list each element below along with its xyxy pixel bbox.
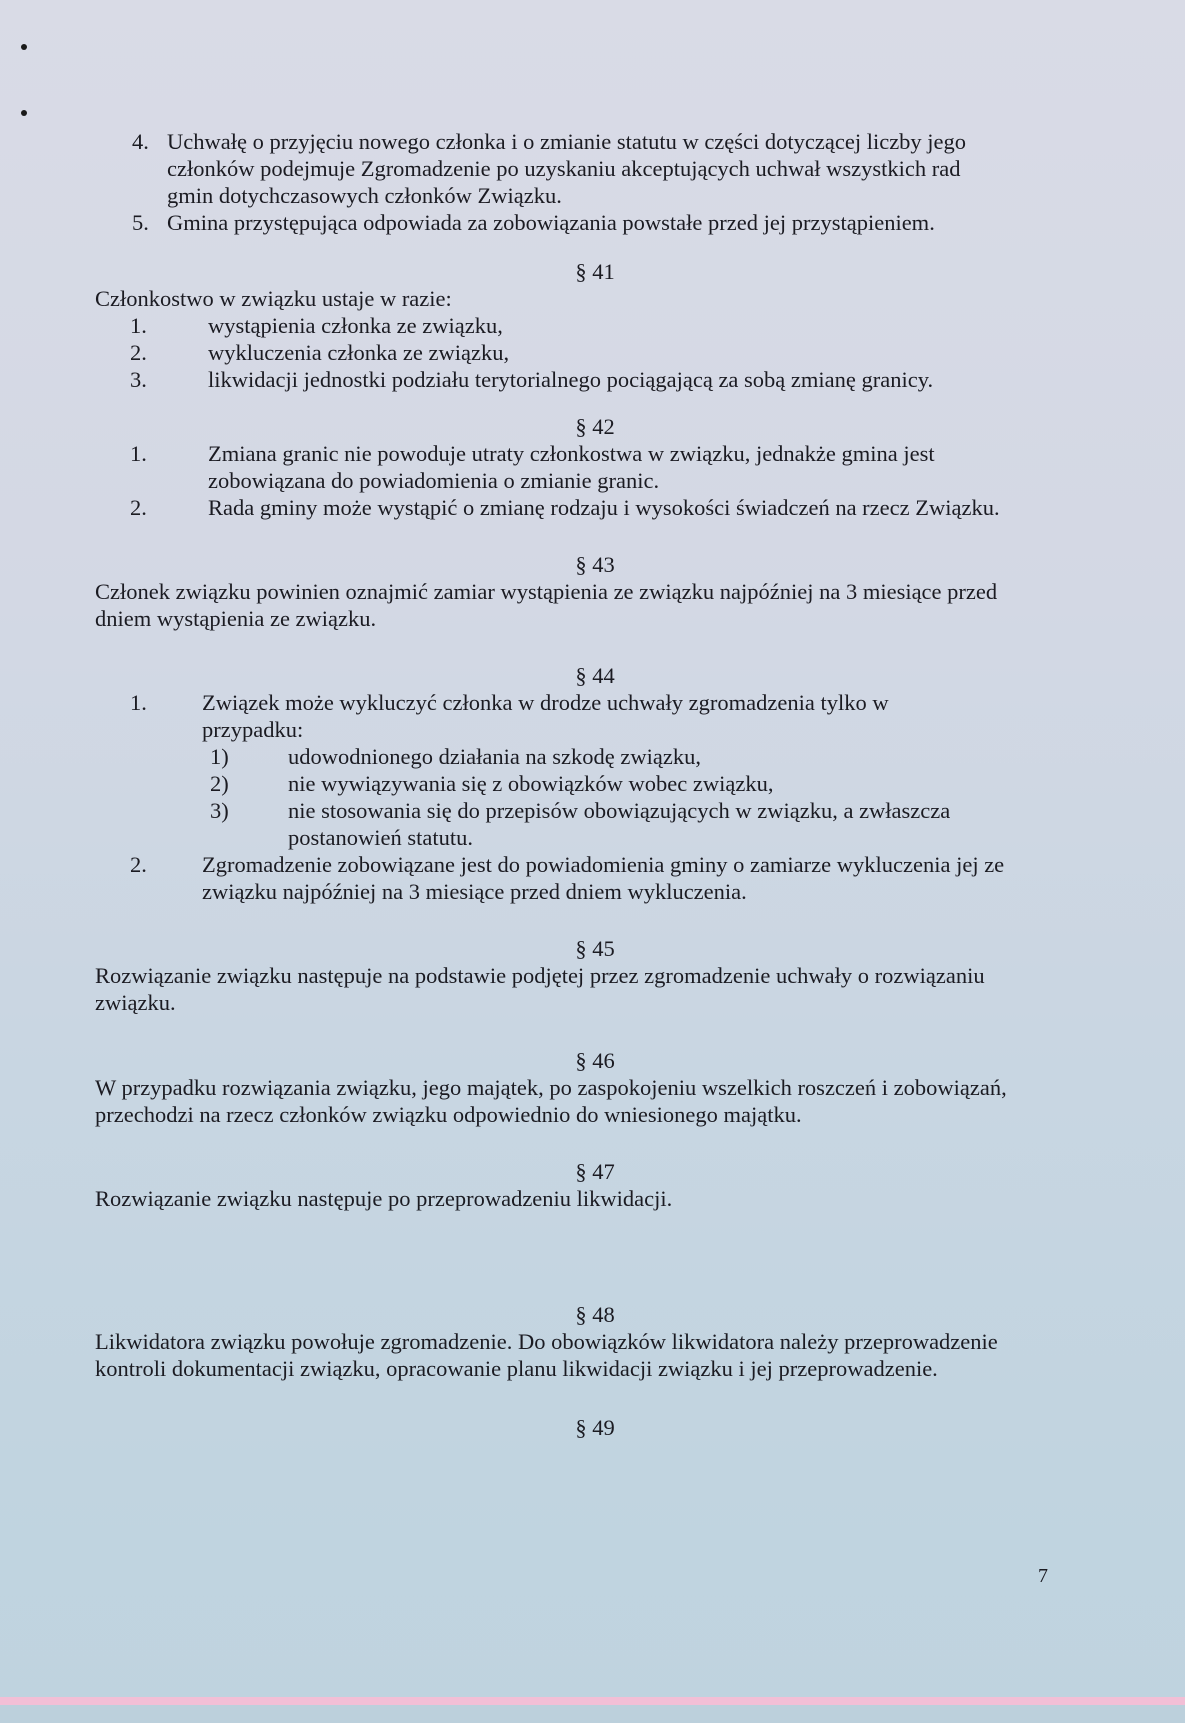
item-text: udowodnionego działania na szkodę związku, xyxy=(288,744,701,769)
item-number: 2. xyxy=(130,495,147,520)
list-item xyxy=(95,851,1055,905)
item-number: 1. xyxy=(130,313,147,338)
page-number: 7 xyxy=(1038,1565,1048,1587)
section-title: § 41 xyxy=(575,259,615,284)
scan-edge-band xyxy=(0,1697,1185,1705)
section-text: W przypadku rozwiązania związku, jego majątek, po zaspokojeniu wszelkich roszczeń i zobowiązań, przechodzi na rzecz członków związku odpowiednio do wniesionego majątku. xyxy=(95,1075,1007,1127)
list-item xyxy=(210,770,1055,797)
list-item xyxy=(95,339,1055,366)
item-number: 3. xyxy=(130,367,147,392)
section-title: § 47 xyxy=(575,1159,615,1184)
section-title: § 49 xyxy=(575,1415,615,1440)
item-text: likwidacji jednostki podziału terytorialnego pociągającą za sobą zmianę granicy. xyxy=(208,367,934,392)
scan-bottom-strip xyxy=(0,1705,1185,1723)
list-item xyxy=(95,689,1055,851)
item-text: Zmiana granic nie powoduje utraty członkostwa w związku, jednakże gmina jest zobowiązana do powiadomienia o zmianie granic. xyxy=(208,441,935,493)
item-text: wykluczenia członka ze związku, xyxy=(208,340,510,365)
list-item xyxy=(95,128,1055,209)
list-item xyxy=(210,743,1055,770)
section-41-list xyxy=(95,312,1055,393)
section-title: § 46 xyxy=(575,1048,615,1073)
item-text: Gmina przystępująca odpowiada za zobowiązania powstałe przed jej przystąpieniem. xyxy=(167,210,935,235)
item-text: Związek może wykluczyć członka w drodze uchwały zgromadzenia tylko w przypadku: xyxy=(202,690,889,742)
item-text: Rada gminy może wystąpić o zmianę rodzaju i wysokości świadczeń na rzecz Związku. xyxy=(208,495,1000,520)
section-title: § 44 xyxy=(575,663,615,688)
section-title: § 42 xyxy=(575,414,615,439)
item-number: 1) xyxy=(210,744,229,769)
item-number: 2) xyxy=(210,771,229,796)
document-body xyxy=(95,128,1055,1441)
section-title: § 45 xyxy=(575,936,615,961)
scan-speck xyxy=(21,110,27,116)
section-42-list xyxy=(95,440,1055,521)
scan-speck xyxy=(21,44,27,50)
item-number: 5. xyxy=(132,210,149,235)
item-text: Uchwałę o przyjęciu nowego członka i o zmianie statutu w części dotyczącej liczby jego członków podejmuje Zgromadzenie po uzyskaniu akceptujących uchwał wszystkich rad gmin dotychczasowych członków Związku. xyxy=(167,129,967,208)
section-intro: Członkostwo w związku ustaje w razie: xyxy=(95,286,452,311)
section-text: Rozwiązanie związku następuje na podstawie podjętej przez zgromadzenie uchwały o rozwiązaniu związku. xyxy=(95,963,985,1015)
list-item xyxy=(95,312,1055,339)
section-44-sublist xyxy=(210,743,1055,851)
section-title: § 48 xyxy=(575,1302,615,1327)
section-text: Członek związku powinien oznajmić zamiar wystąpienia ze związku najpóźniej na 3 miesiące przed dniem wystąpienia ze związku. xyxy=(95,579,998,631)
list-item xyxy=(210,797,1055,851)
item-number: 4. xyxy=(132,129,149,154)
item-text: Zgromadzenie zobowiązane jest do powiadomienia gminy o zamiarze wykluczenia jej ze związku najpóźniej na 3 miesiące przed dniem wykluczenia. xyxy=(202,852,1005,904)
list-item xyxy=(95,366,1055,393)
item-number: 1. xyxy=(130,441,147,466)
section-44-list xyxy=(95,689,1055,905)
section-text: Likwidatora związku powołuje zgromadzenie. Do obowiązków likwidatora należy przeprowadzenie kontroli dokumentacji związku, opracowanie planu likwidacji związku i jej przeprowadzenie. xyxy=(95,1329,998,1381)
item-number: 3) xyxy=(210,798,229,823)
item-text: wystąpienia członka ze związku, xyxy=(208,313,503,338)
item-text: nie wywiązywania się z obowiązków wobec związku, xyxy=(288,771,774,796)
item-text: nie stosowania się do przepisów obowiązujących w związku, a zwłaszcza postanowień statutu. xyxy=(288,798,951,850)
item-number: 1. xyxy=(130,690,147,715)
list-item xyxy=(95,209,1055,236)
list-item xyxy=(95,440,1055,494)
section-title: § 43 xyxy=(575,552,615,577)
top-list xyxy=(95,128,1055,236)
list-item xyxy=(95,494,1055,521)
item-number: 2. xyxy=(130,852,147,877)
section-text: Rozwiązanie związku następuje po przeprowadzeniu likwidacji. xyxy=(95,1186,673,1211)
item-number: 2. xyxy=(130,340,147,365)
